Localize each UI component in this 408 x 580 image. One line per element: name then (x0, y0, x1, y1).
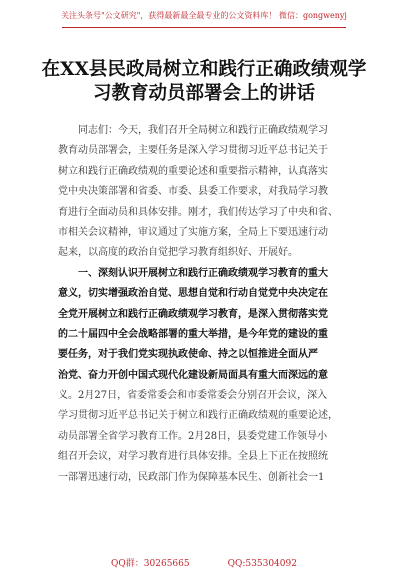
body-line: 义。2月27日，省委常委会和市委常委会分别召开会议，深入 (58, 390, 328, 402)
title-line-2: 习教育动员部署会上的讲话 (92, 83, 315, 104)
body-line: 一部署迅速行动，民政部门作为保障基本民生、创新社会一1 (58, 471, 325, 483)
header-divider (62, 27, 346, 28)
document-title (30, 58, 378, 106)
header-promo-banner: 关注头条号"公文研究"，获得最新最全最专业的公文资料库！ 微信：gongwenyj (61, 11, 347, 20)
body-line: 树立和践行正确政绩观的重要论述和重要指示精神，认真落实 (58, 165, 328, 177)
body-line: 动员部署全省学习教育工作。2月28日，县委党建工作领导小 (58, 430, 328, 442)
body-line: 意义，切实增强政治自觉、思想自觉和行动自觉党中央决定在 (58, 288, 328, 300)
footer-contact (0, 558, 408, 570)
body-line: 市相关会议精神，审议通过了实施方案，全局上下要迅速行动 (58, 226, 328, 238)
body-line: 党中央决策部署和省委、市委、县委工作要求，对我局学习教 (58, 186, 328, 198)
body-line: 要任务，对于我们党实现执政使命、持之以恒推进全面从严 (58, 349, 318, 361)
footer-qq: QQ:535304092 (227, 559, 297, 569)
body-line: 同志们：今天，我们召开全局树立和践行正确政绩观学习 (78, 125, 328, 136)
body-line: 组召开会议，对学习教育进行具体安排。全县上下正在按照统 (58, 451, 328, 463)
document-body (58, 121, 352, 488)
body-line: 学习贯彻习近平总书记关于树立和践行正确政绩观的重要论述， (58, 410, 338, 422)
body-line: 育进行全面动员和具体安排。刚才，我们传达学习了中央和省、 (58, 206, 338, 218)
footer-qq-group: QQ群：30265665 (111, 559, 190, 569)
body-line: 全党开展树立和践行正确政绩观学习教育，是深入贯彻落实党 (58, 308, 328, 320)
title-line-1: 在XX县民政局树立和践行正确政绩观学 (41, 59, 367, 80)
body-line: 的二十届四中全会战略部署的重大举措，是今年党的建设的重 (58, 328, 328, 340)
body-line: 教育动员部署会，主要任务是深入学习贯彻习近平总书记关于 (58, 145, 328, 157)
body-line: 一、深刻认识开展树立和践行正确政绩观学习教育的重大 (78, 267, 328, 279)
body-line: 起来，以高度的政治自觉把学习教育组织好、开展好。 (58, 247, 298, 259)
body-line: 治党、奋力开创中国式现代化建设新局面具有重大而深远的意 (58, 369, 328, 381)
